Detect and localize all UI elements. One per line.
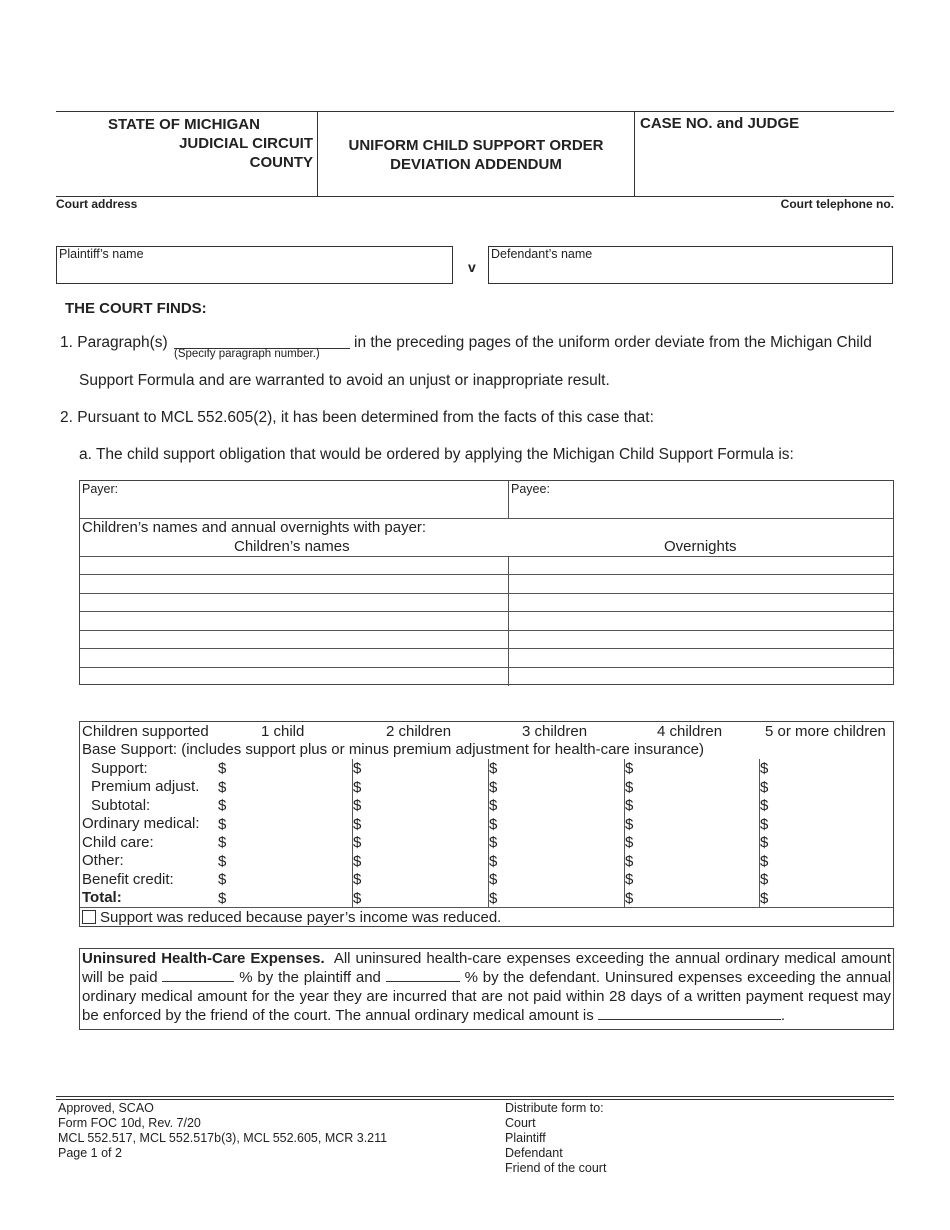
court-jurisdiction <box>60 115 313 172</box>
state-name: STATE OF MICHIGAN <box>108 116 260 133</box>
defendant-name-label: Defendant’s name <box>491 247 593 261</box>
case-no-judge-field[interactable]: CASE NO. and JUDGE <box>640 115 800 132</box>
amount-field[interactable]: $ <box>218 871 227 888</box>
item1-line2: Support Formula and are warranted to avoid an unjust or inappropriate result. <box>79 372 610 389</box>
distribute-defendant: Defendant <box>505 1146 563 1160</box>
amount-field[interactable]: $ <box>625 889 634 907</box>
total-row-label: Total: <box>82 889 122 906</box>
amount-field[interactable]: $ <box>760 760 769 777</box>
item1-prefix: 1. Paragraph(s) <box>60 334 168 351</box>
court-address-label: Court address <box>56 197 138 211</box>
uninsured-text-4: . <box>780 1007 786 1024</box>
amount-field[interactable]: $ <box>218 852 227 870</box>
amount-field[interactable]: $ <box>760 834 769 851</box>
amount-field[interactable]: $ <box>353 815 362 833</box>
distribute-friend-of-court: Friend of the court <box>505 1161 607 1175</box>
amount-field[interactable]: $ <box>625 797 634 814</box>
amount-field[interactable]: $ <box>625 852 634 870</box>
amount-field[interactable]: $ <box>489 778 498 796</box>
income-reduced-label: Support was reduced because payer’s income was reduced. <box>100 909 502 926</box>
payee-field[interactable] <box>509 495 894 518</box>
amount-field[interactable]: $ <box>353 852 362 870</box>
form-number: Form FOC 10d, Rev. 7/20 <box>58 1116 201 1130</box>
form-title <box>318 136 634 174</box>
table-row <box>80 667 893 668</box>
amount-field[interactable]: $ <box>489 871 498 888</box>
amount-field[interactable]: $ <box>489 760 498 777</box>
amount-field[interactable]: $ <box>760 852 769 870</box>
amount-field[interactable]: $ <box>218 834 227 851</box>
dollar-column-2 <box>353 760 361 908</box>
amount-field[interactable]: $ <box>489 797 498 814</box>
child-care-row-label: Child care: <box>82 834 154 851</box>
item2a-text: a. The child support obligation that would be ordered by applying the Michigan Child Support Formula is: <box>79 446 794 463</box>
amount-field[interactable]: $ <box>218 778 227 796</box>
amount-field[interactable]: $ <box>489 815 498 833</box>
footer-rule <box>56 1096 894 1097</box>
one-child-header: 1 child <box>261 723 305 740</box>
item1-suffix: in the preceding pages of the uniform order deviate from the Michigan Child <box>354 334 872 351</box>
amount-field[interactable]: $ <box>353 797 362 814</box>
amount-field[interactable]: $ <box>353 778 362 796</box>
payer-label: Payer: <box>82 482 119 496</box>
children-supported-header: Children supported <box>82 723 209 740</box>
form-title-line1: UNIFORM CHILD SUPPORT ORDER <box>348 137 604 154</box>
amount-field[interactable]: $ <box>625 871 634 888</box>
defendant-percent-field[interactable] <box>386 969 460 982</box>
subtotal-row-label: Subtotal: <box>91 797 151 814</box>
payee-label: Payee: <box>511 482 550 496</box>
income-reduced-checkbox[interactable] <box>82 910 96 924</box>
table-row <box>80 630 893 631</box>
citations: MCL 552.517, MCL 552.517b(3), MCL 552.605, MCR 3.211 <box>58 1131 388 1145</box>
table-row <box>80 593 893 594</box>
support-amounts-table <box>79 721 894 927</box>
distribute-plaintiff: Plaintiff <box>505 1131 546 1145</box>
amount-field[interactable]: $ <box>218 797 227 814</box>
footer-form-info <box>58 1101 387 1161</box>
children-caption: Children’s names and annual overnights with payer: <box>82 519 427 536</box>
paragraph-number-sublabel: (Specify paragraph number.) <box>174 348 320 360</box>
table-rule <box>80 556 893 557</box>
amount-field[interactable]: $ <box>489 852 498 870</box>
amount-field[interactable]: $ <box>625 778 634 796</box>
defendant-name-field[interactable] <box>488 246 893 284</box>
uninsured-text-1: All uninsured health-care expenses exceeding the annual ordinary medical amount will be paid <box>82 950 891 986</box>
support-row-label: Support: <box>91 760 148 777</box>
two-children-header: 2 children <box>386 723 452 740</box>
amount-field[interactable]: $ <box>760 889 769 907</box>
four-children-header: 4 children <box>657 723 723 740</box>
paragraph-number-field[interactable] <box>174 334 350 349</box>
approved-text: Approved, SCAO <box>58 1101 154 1115</box>
amount-field[interactable]: $ <box>218 760 227 777</box>
versus-label: v <box>468 259 476 275</box>
table-row <box>80 611 893 612</box>
plaintiff-name-field[interactable] <box>56 246 453 284</box>
header-top-rule <box>56 111 894 112</box>
amount-field[interactable]: $ <box>353 834 362 851</box>
five-plus-children-header: 5 or more children <box>765 723 886 740</box>
amount-field[interactable]: $ <box>353 889 362 907</box>
income-reduced-row <box>82 909 501 927</box>
amount-field[interactable]: $ <box>760 815 769 833</box>
amount-field[interactable]: $ <box>625 815 634 833</box>
dollar-column-4 <box>625 760 633 908</box>
uninsured-expenses-box <box>79 948 894 1030</box>
uninsured-heading: Uninsured Health-Care Expenses. <box>82 950 325 967</box>
plaintiff-percent-field[interactable] <box>162 969 234 982</box>
dollar-column-3 <box>489 760 497 908</box>
amount-field[interactable]: $ <box>353 760 362 777</box>
amount-field[interactable]: $ <box>760 871 769 888</box>
other-row-label: Other: <box>82 852 124 869</box>
table-rule <box>80 907 893 908</box>
dollar-column-1 <box>218 760 226 908</box>
table-row <box>80 574 893 575</box>
form-title-line2: DEVIATION ADDENDUM <box>390 156 562 173</box>
amount-field[interactable]: $ <box>760 797 769 814</box>
children-overnights-table <box>79 480 894 685</box>
item2-text: 2. Pursuant to MCL 552.605(2), it has been determined from the facts of this case that: <box>60 409 654 426</box>
footer-rule <box>56 1099 894 1100</box>
amount-field[interactable]: $ <box>353 871 362 888</box>
amount-field[interactable]: $ <box>625 834 634 851</box>
uninsured-text-2: % by the plaintiff and <box>239 969 381 986</box>
benefit-credit-row-label: Benefit credit: <box>82 871 174 888</box>
amount-field[interactable]: $ <box>489 889 498 907</box>
distribute-label: Distribute form to: <box>505 1101 604 1115</box>
header-divider <box>634 111 635 196</box>
amount-field[interactable]: $ <box>625 760 634 777</box>
dollar-column-5 <box>760 760 768 908</box>
distribute-court: Court <box>505 1116 536 1130</box>
court-finds-heading: THE COURT FINDS: <box>65 300 207 317</box>
children-names-header: Children’s names <box>234 538 350 555</box>
payer-field[interactable] <box>80 495 508 518</box>
judicial-circuit-label: JUDICIAL CIRCUIT <box>179 135 313 152</box>
overnights-header: Overnights <box>664 538 737 555</box>
uninsured-text-3: % by the defendant. Uninsured expenses exceeding the annual ordinary medical amount for the year they are incurred that are not paid within 28 days of a written payment request may be enforced by the friend of the court. The annual ordinary medical amount is <box>82 969 892 1024</box>
footer-distribution <box>505 1101 606 1176</box>
table-row <box>80 648 893 649</box>
amount-field[interactable]: $ <box>760 778 769 796</box>
amount-field[interactable]: $ <box>489 834 498 851</box>
header-bottom-rule <box>56 196 894 197</box>
court-telephone-label: Court telephone no. <box>780 197 894 211</box>
three-children-header: 3 children <box>522 723 588 740</box>
premium-adjust-row-label: Premium adjust. <box>91 778 200 795</box>
amount-field[interactable]: $ <box>218 815 227 833</box>
county-label: COUNTY <box>249 154 313 171</box>
page-number: Page 1 of 2 <box>58 1146 122 1160</box>
plaintiff-name-label: Plaintiff’s name <box>59 247 144 261</box>
ordinary-medical-row-label: Ordinary medical: <box>82 815 200 832</box>
ordinary-medical-amount-field[interactable] <box>598 1007 781 1020</box>
base-support-caption: Base Support: (includes support plus or minus premium adjustment for health-care insurance) <box>82 741 704 758</box>
amount-field[interactable]: $ <box>218 889 227 907</box>
